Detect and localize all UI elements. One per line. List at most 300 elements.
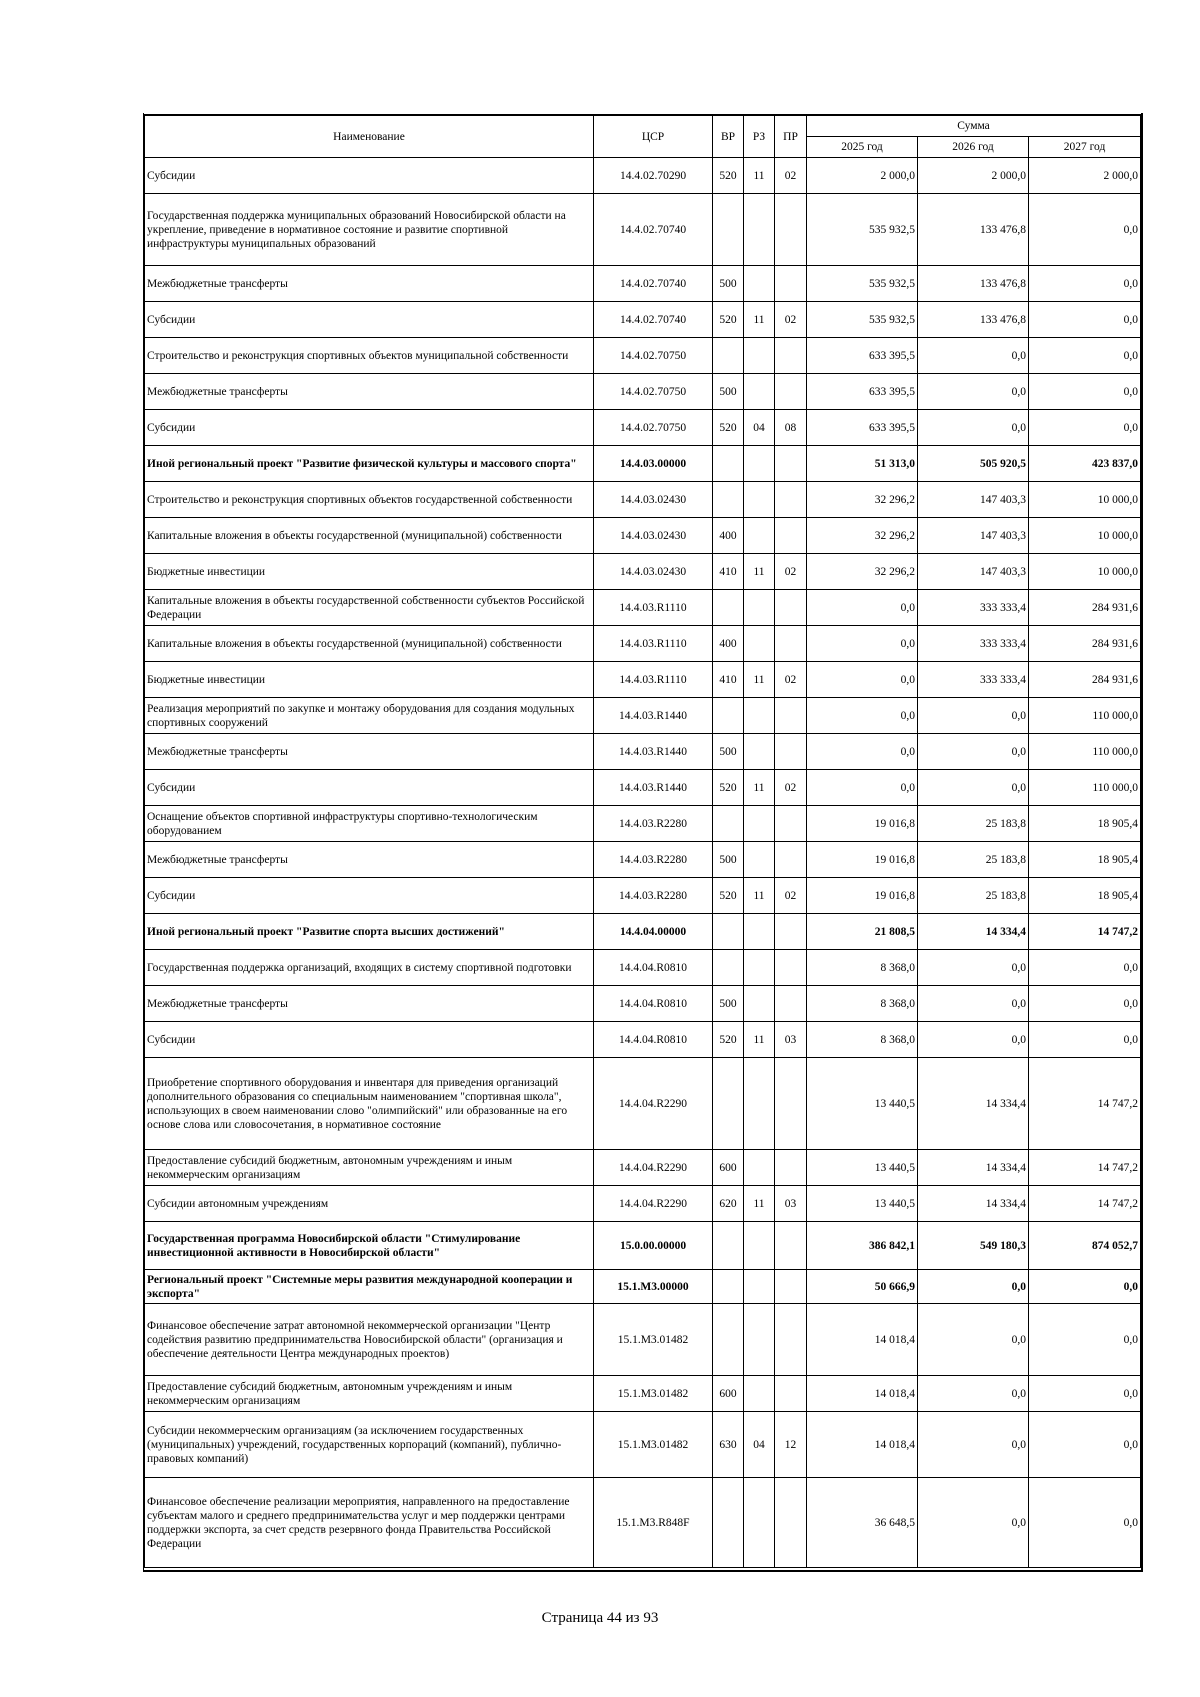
- cell-pr: [775, 482, 807, 518]
- cell-rz: [744, 1478, 775, 1568]
- header-csr: ЦСР: [594, 115, 713, 158]
- cell-vr: 600: [713, 1376, 744, 1412]
- cell-2026: 0,0: [918, 734, 1029, 770]
- cell-2025: 13 440,5: [807, 1186, 918, 1222]
- cell-name: Строительство и реконструкция спортивных объектов муниципальной собственности: [145, 338, 594, 374]
- cell-name: Субсидии некоммерческим организациям (за исключением государственных (муниципальных) учреждений, государственных корпораций (компаний), публично-правовых компаний): [145, 1412, 594, 1478]
- cell-2027: 0,0: [1029, 1270, 1141, 1304]
- cell-csr: 14.4.04.00000: [594, 914, 713, 950]
- cell-2027: 18 905,4: [1029, 842, 1141, 878]
- cell-vr: [713, 1222, 744, 1270]
- cell-2027: 10 000,0: [1029, 482, 1141, 518]
- cell-2026: 0,0: [918, 1412, 1029, 1478]
- cell-2026: 0,0: [918, 374, 1029, 410]
- cell-csr: 14.4.03.00000: [594, 446, 713, 482]
- cell-2025: 0,0: [807, 698, 918, 734]
- cell-rz: [744, 914, 775, 950]
- table-row: [145, 194, 1141, 266]
- cell-vr: 500: [713, 734, 744, 770]
- cell-2025: 0,0: [807, 590, 918, 626]
- cell-pr: 02: [775, 554, 807, 590]
- table-row: [145, 626, 1141, 662]
- table-row: [145, 1150, 1141, 1186]
- cell-2027: 0,0: [1029, 1376, 1141, 1412]
- cell-pr: [775, 518, 807, 554]
- cell-rz: [744, 518, 775, 554]
- cell-vr: [713, 590, 744, 626]
- cell-csr: 14.4.02.70740: [594, 302, 713, 338]
- cell-vr: 600: [713, 1150, 744, 1186]
- cell-2027: 0,0: [1029, 1412, 1141, 1478]
- cell-2025: 19 016,8: [807, 806, 918, 842]
- budget-table: [144, 114, 1141, 1568]
- cell-pr: 02: [775, 662, 807, 698]
- cell-rz: [744, 266, 775, 302]
- table-row: [145, 1058, 1141, 1150]
- cell-csr: 15.1.М3.01482: [594, 1304, 713, 1376]
- cell-vr: 400: [713, 518, 744, 554]
- cell-name: Финансовое обеспечение затрат автономной некоммерческой организации "Центр содействия развитию предпринимательства Новосибирской области" (организация и обеспечение деятельности Центра международных проектов): [145, 1304, 594, 1376]
- table-row: [145, 1304, 1141, 1376]
- cell-2026: 147 403,3: [918, 518, 1029, 554]
- cell-vr: [713, 1058, 744, 1150]
- header-year-2026: 2026 год: [918, 137, 1029, 158]
- cell-rz: [744, 734, 775, 770]
- cell-2027: 284 931,6: [1029, 662, 1141, 698]
- cell-2027: 0,0: [1029, 302, 1141, 338]
- cell-2026: 14 334,4: [918, 1058, 1029, 1150]
- cell-2027: 14 747,2: [1029, 914, 1141, 950]
- cell-csr: 14.4.04.R0810: [594, 1022, 713, 1058]
- cell-pr: 03: [775, 1186, 807, 1222]
- cell-2025: 19 016,8: [807, 842, 918, 878]
- cell-pr: 02: [775, 302, 807, 338]
- cell-2025: 8 368,0: [807, 986, 918, 1022]
- cell-2025: 14 018,4: [807, 1376, 918, 1412]
- cell-name: Капитальные вложения в объекты государственной собственности субъектов Российской Федерации: [145, 590, 594, 626]
- cell-rz: 11: [744, 662, 775, 698]
- cell-2025: 32 296,2: [807, 518, 918, 554]
- cell-name: Капитальные вложения в объекты государственной (муниципальной) собственности: [145, 626, 594, 662]
- cell-2026: 0,0: [918, 1270, 1029, 1304]
- cell-vr: 520: [713, 410, 744, 446]
- table-row: [145, 410, 1141, 446]
- cell-csr: 14.4.03.R2280: [594, 842, 713, 878]
- table-row: [145, 878, 1141, 914]
- cell-vr: [713, 950, 744, 986]
- cell-2026: 0,0: [918, 986, 1029, 1022]
- cell-csr: 14.4.04.R0810: [594, 950, 713, 986]
- cell-rz: 11: [744, 158, 775, 194]
- cell-pr: [775, 590, 807, 626]
- cell-vr: [713, 1304, 744, 1376]
- cell-rz: 11: [744, 878, 775, 914]
- cell-vr: 500: [713, 842, 744, 878]
- cell-2025: 633 395,5: [807, 410, 918, 446]
- cell-2027: 18 905,4: [1029, 806, 1141, 842]
- cell-2026: 0,0: [918, 410, 1029, 446]
- cell-2027: 0,0: [1029, 950, 1141, 986]
- cell-rz: [744, 1058, 775, 1150]
- cell-2025: 32 296,2: [807, 482, 918, 518]
- cell-csr: 14.4.03.R1440: [594, 734, 713, 770]
- table-row: [145, 806, 1141, 842]
- cell-csr: 14.4.03.R1110: [594, 626, 713, 662]
- cell-name: Межбюджетные трансферты: [145, 986, 594, 1022]
- cell-rz: 04: [744, 410, 775, 446]
- cell-name: Межбюджетные трансферты: [145, 734, 594, 770]
- table-row: [145, 266, 1141, 302]
- cell-vr: [713, 194, 744, 266]
- cell-pr: 02: [775, 158, 807, 194]
- cell-csr: 14.4.03.R1440: [594, 770, 713, 806]
- cell-pr: [775, 626, 807, 662]
- cell-rz: [744, 986, 775, 1022]
- cell-name: Государственная поддержка организаций, входящих в систему спортивной подготовки: [145, 950, 594, 986]
- cell-2025: 36 648,5: [807, 1478, 918, 1568]
- cell-name: Реализация мероприятий по закупке и монтажу оборудования для создания модульных спортивных сооружений: [145, 698, 594, 734]
- cell-name: Государственная программа Новосибирской области "Стимулирование инвестиционной активности в Новосибирской области": [145, 1222, 594, 1270]
- header-vr: ВР: [713, 115, 744, 158]
- table-row: [145, 1412, 1141, 1478]
- cell-csr: 14.4.02.70740: [594, 194, 713, 266]
- cell-2025: 21 808,5: [807, 914, 918, 950]
- cell-rz: [744, 1150, 775, 1186]
- cell-2026: 147 403,3: [918, 554, 1029, 590]
- cell-2025: 50 666,9: [807, 1270, 918, 1304]
- cell-2025: 8 368,0: [807, 950, 918, 986]
- cell-csr: 14.4.03.R2280: [594, 878, 713, 914]
- cell-csr: 14.4.03.R1110: [594, 590, 713, 626]
- cell-2025: 535 932,5: [807, 266, 918, 302]
- cell-name: Иной региональный проект "Развитие физической культуры и массового спорта": [145, 446, 594, 482]
- table-row: [145, 662, 1141, 698]
- cell-csr: 14.4.03.02430: [594, 482, 713, 518]
- cell-2026: 0,0: [918, 770, 1029, 806]
- table-row: [145, 446, 1141, 482]
- cell-2026: 0,0: [918, 950, 1029, 986]
- header-year-2027: 2027 год: [1029, 137, 1141, 158]
- cell-name: Оснащение объектов спортивной инфраструктуры спортивно-технологическим оборудованием: [145, 806, 594, 842]
- cell-csr: 14.4.04.R2290: [594, 1186, 713, 1222]
- cell-2026: 333 333,4: [918, 590, 1029, 626]
- cell-2025: 386 842,1: [807, 1222, 918, 1270]
- header-sum: Сумма: [807, 115, 1141, 137]
- header-year-2025: 2025 год: [807, 137, 918, 158]
- cell-pr: [775, 374, 807, 410]
- cell-csr: 14.4.03.02430: [594, 554, 713, 590]
- cell-2025: 32 296,2: [807, 554, 918, 590]
- cell-name: Межбюджетные трансферты: [145, 266, 594, 302]
- cell-2026: 0,0: [918, 1304, 1029, 1376]
- cell-name: Предоставление субсидий бюджетным, автономным учреждениям и иным некоммерческим организациям: [145, 1150, 594, 1186]
- header-name: Наименование: [145, 115, 594, 158]
- cell-name: Бюджетные инвестиции: [145, 662, 594, 698]
- cell-pr: [775, 338, 807, 374]
- cell-vr: 520: [713, 158, 744, 194]
- cell-2026: 0,0: [918, 1376, 1029, 1412]
- table-row: [145, 1022, 1141, 1058]
- cell-2027: 10 000,0: [1029, 518, 1141, 554]
- cell-2025: 633 395,5: [807, 338, 918, 374]
- cell-name: Государственная поддержка муниципальных образований Новосибирской области на укрепление, приведение в нормативное состояние и развитие спортивной инфраструктуры муниципальных образований: [145, 194, 594, 266]
- table-row: [145, 590, 1141, 626]
- cell-csr: 14.4.02.70750: [594, 410, 713, 446]
- cell-name: Иной региональный проект "Развитие спорта высших достижений": [145, 914, 594, 950]
- cell-vr: 520: [713, 878, 744, 914]
- table-row: [145, 338, 1141, 374]
- cell-name: Капитальные вложения в объекты государственной (муниципальной) собственности: [145, 518, 594, 554]
- cell-2026: 0,0: [918, 338, 1029, 374]
- header-pr: ПР: [775, 115, 807, 158]
- cell-2027: 110 000,0: [1029, 734, 1141, 770]
- header-rz: РЗ: [744, 115, 775, 158]
- cell-rz: [744, 1222, 775, 1270]
- cell-pr: 02: [775, 770, 807, 806]
- cell-csr: 14.4.02.70750: [594, 374, 713, 410]
- cell-rz: [744, 950, 775, 986]
- cell-csr: 15.1.М3.R848F: [594, 1478, 713, 1568]
- cell-2025: 2 000,0: [807, 158, 918, 194]
- cell-2025: 13 440,5: [807, 1150, 918, 1186]
- cell-pr: [775, 194, 807, 266]
- table-row: [145, 1376, 1141, 1412]
- cell-rz: [744, 194, 775, 266]
- cell-2025: 14 018,4: [807, 1304, 918, 1376]
- cell-name: Бюджетные инвестиции: [145, 554, 594, 590]
- cell-pr: [775, 266, 807, 302]
- cell-csr: 15.1.М3.00000: [594, 1270, 713, 1304]
- table-row: [145, 554, 1141, 590]
- cell-rz: [744, 698, 775, 734]
- cell-2027: 0,0: [1029, 410, 1141, 446]
- cell-2026: 333 333,4: [918, 662, 1029, 698]
- table-row: [145, 734, 1141, 770]
- cell-vr: 630: [713, 1412, 744, 1478]
- cell-vr: [713, 338, 744, 374]
- cell-name: Финансовое обеспечение реализации мероприятия, направленного на предоставление субъектам малого и среднего предпринимательства услуг и мер поддержки центрами поддержки экспорта, за счет средств резервного фонда Правительства Российской Федерации: [145, 1478, 594, 1568]
- cell-vr: [713, 806, 744, 842]
- cell-2026: 14 334,4: [918, 914, 1029, 950]
- cell-pr: [775, 986, 807, 1022]
- cell-pr: [775, 698, 807, 734]
- cell-2027: 10 000,0: [1029, 554, 1141, 590]
- cell-pr: 02: [775, 878, 807, 914]
- table-row: [145, 374, 1141, 410]
- page-number: Страница 44 из 93: [541, 1610, 659, 1626]
- cell-vr: 500: [713, 374, 744, 410]
- cell-vr: 500: [713, 986, 744, 1022]
- cell-2027: 0,0: [1029, 338, 1141, 374]
- cell-rz: 11: [744, 1022, 775, 1058]
- cell-2027: 14 747,2: [1029, 1058, 1141, 1150]
- cell-2027: 0,0: [1029, 374, 1141, 410]
- table-row: [145, 914, 1141, 950]
- cell-csr: 15.0.00.00000: [594, 1222, 713, 1270]
- cell-pr: [775, 1270, 807, 1304]
- cell-rz: [744, 806, 775, 842]
- cell-2027: 284 931,6: [1029, 590, 1141, 626]
- cell-2025: 0,0: [807, 770, 918, 806]
- cell-2026: 549 180,3: [918, 1222, 1029, 1270]
- cell-2027: 0,0: [1029, 1478, 1141, 1568]
- cell-2026: 25 183,8: [918, 806, 1029, 842]
- cell-2027: 18 905,4: [1029, 878, 1141, 914]
- cell-vr: 410: [713, 554, 744, 590]
- table-row: [145, 1478, 1141, 1568]
- cell-name: Предоставление субсидий бюджетным, автономным учреждениям и иным некоммерческим организациям: [145, 1376, 594, 1412]
- cell-csr: 14.4.03.R1110: [594, 662, 713, 698]
- cell-2025: 0,0: [807, 662, 918, 698]
- cell-name: Межбюджетные трансферты: [145, 374, 594, 410]
- cell-pr: [775, 1058, 807, 1150]
- cell-name: Региональный проект "Системные меры развития международной кооперации и экспорта": [145, 1270, 594, 1304]
- cell-name: Субсидии: [145, 158, 594, 194]
- cell-pr: [775, 806, 807, 842]
- table-row: [145, 698, 1141, 734]
- cell-2025: 13 440,5: [807, 1058, 918, 1150]
- cell-rz: 11: [744, 302, 775, 338]
- table-row: [145, 1222, 1141, 1270]
- cell-2026: 133 476,8: [918, 302, 1029, 338]
- cell-2027: 423 837,0: [1029, 446, 1141, 482]
- cell-rz: [744, 374, 775, 410]
- cell-name: Субсидии: [145, 302, 594, 338]
- cell-rz: [744, 482, 775, 518]
- cell-2027: 284 931,6: [1029, 626, 1141, 662]
- cell-vr: 620: [713, 1186, 744, 1222]
- cell-2027: 874 052,7: [1029, 1222, 1141, 1270]
- cell-2027: 0,0: [1029, 194, 1141, 266]
- cell-2025: 0,0: [807, 626, 918, 662]
- cell-2027: 0,0: [1029, 266, 1141, 302]
- cell-2026: 0,0: [918, 1022, 1029, 1058]
- cell-csr: 14.4.03.02430: [594, 518, 713, 554]
- table-row: [145, 482, 1141, 518]
- cell-2026: 133 476,8: [918, 194, 1029, 266]
- cell-2025: 8 368,0: [807, 1022, 918, 1058]
- table-row: [145, 842, 1141, 878]
- cell-csr: 14.4.04.R2290: [594, 1150, 713, 1186]
- cell-name: Субсидии: [145, 878, 594, 914]
- cell-2026: 0,0: [918, 698, 1029, 734]
- cell-csr: 14.4.02.70740: [594, 266, 713, 302]
- cell-2025: 14 018,4: [807, 1412, 918, 1478]
- cell-name: Приобретение спортивного оборудования и инвентаря для приведения организаций дополнительного образования со специальным наименованием "спортивная школа", использующих в своем наименовании слово "олимпийский" или образованные на его основе слова или словосочетания, в нормативное состояние: [145, 1058, 594, 1150]
- table-row: [145, 302, 1141, 338]
- cell-2025: 0,0: [807, 734, 918, 770]
- cell-2026: 14 334,4: [918, 1186, 1029, 1222]
- cell-2025: 633 395,5: [807, 374, 918, 410]
- cell-2025: 535 932,5: [807, 302, 918, 338]
- cell-name: Субсидии: [145, 1022, 594, 1058]
- cell-rz: [744, 590, 775, 626]
- cell-2026: 147 403,3: [918, 482, 1029, 518]
- cell-vr: [713, 1270, 744, 1304]
- cell-rz: [744, 1304, 775, 1376]
- cell-pr: [775, 1222, 807, 1270]
- cell-csr: 14.4.04.R0810: [594, 986, 713, 1022]
- cell-pr: [775, 1150, 807, 1186]
- cell-name: Субсидии: [145, 410, 594, 446]
- table-row: [145, 1186, 1141, 1222]
- cell-vr: 410: [713, 662, 744, 698]
- cell-pr: [775, 950, 807, 986]
- cell-name: Межбюджетные трансферты: [145, 842, 594, 878]
- cell-vr: [713, 482, 744, 518]
- cell-2026: 14 334,4: [918, 1150, 1029, 1186]
- cell-pr: [775, 734, 807, 770]
- cell-rz: [744, 338, 775, 374]
- cell-pr: 12: [775, 1412, 807, 1478]
- cell-csr: 14.4.03.R2280: [594, 806, 713, 842]
- cell-2025: 19 016,8: [807, 878, 918, 914]
- cell-rz: [744, 1376, 775, 1412]
- cell-2027: 0,0: [1029, 1304, 1141, 1376]
- cell-2026: 505 920,5: [918, 446, 1029, 482]
- cell-rz: 11: [744, 770, 775, 806]
- cell-vr: 520: [713, 770, 744, 806]
- cell-rz: [744, 626, 775, 662]
- cell-rz: [744, 842, 775, 878]
- table-row: [145, 518, 1141, 554]
- cell-pr: 08: [775, 410, 807, 446]
- cell-2027: 14 747,2: [1029, 1186, 1141, 1222]
- cell-2026: 25 183,8: [918, 842, 1029, 878]
- cell-csr: 14.4.03.R1440: [594, 698, 713, 734]
- cell-pr: [775, 446, 807, 482]
- cell-vr: 520: [713, 302, 744, 338]
- cell-2026: 0,0: [918, 1478, 1029, 1568]
- cell-pr: [775, 1478, 807, 1568]
- cell-pr: [775, 1376, 807, 1412]
- table-row: [145, 1270, 1141, 1304]
- cell-2027: 0,0: [1029, 1022, 1141, 1058]
- cell-vr: [713, 446, 744, 482]
- cell-2027: 2 000,0: [1029, 158, 1141, 194]
- table-row: [145, 158, 1141, 194]
- cell-vr: [713, 914, 744, 950]
- cell-vr: 400: [713, 626, 744, 662]
- cell-rz: 11: [744, 554, 775, 590]
- cell-2025: 51 313,0: [807, 446, 918, 482]
- cell-vr: [713, 698, 744, 734]
- cell-csr: 14.4.04.R2290: [594, 1058, 713, 1150]
- cell-2027: 0,0: [1029, 986, 1141, 1022]
- cell-rz: 11: [744, 1186, 775, 1222]
- cell-csr: 14.4.02.70750: [594, 338, 713, 374]
- cell-rz: [744, 1270, 775, 1304]
- cell-2026: 333 333,4: [918, 626, 1029, 662]
- cell-2026: 25 183,8: [918, 878, 1029, 914]
- cell-name: Субсидии: [145, 770, 594, 806]
- cell-vr: 520: [713, 1022, 744, 1058]
- cell-csr: 15.1.М3.01482: [594, 1412, 713, 1478]
- cell-pr: 03: [775, 1022, 807, 1058]
- cell-pr: [775, 1304, 807, 1376]
- table-row: [145, 950, 1141, 986]
- cell-2025: 535 932,5: [807, 194, 918, 266]
- cell-rz: 04: [744, 1412, 775, 1478]
- cell-2026: 133 476,8: [918, 266, 1029, 302]
- table-row: [145, 770, 1141, 806]
- cell-name: Строительство и реконструкция спортивных объектов государственной собственности: [145, 482, 594, 518]
- cell-2027: 110 000,0: [1029, 698, 1141, 734]
- cell-vr: [713, 1478, 744, 1568]
- cell-2027: 110 000,0: [1029, 770, 1141, 806]
- cell-csr: 14.4.02.70290: [594, 158, 713, 194]
- cell-name: Субсидии автономным учреждениям: [145, 1186, 594, 1222]
